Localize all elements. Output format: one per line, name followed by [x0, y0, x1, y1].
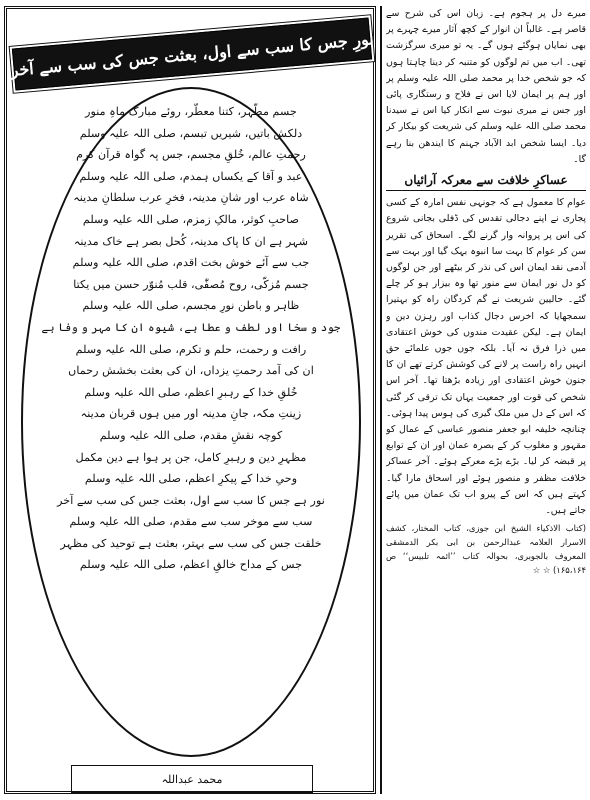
reference-citation: (کتاب الاذکیاء الشیخ ابن جوزی، کتاب المختار، کشف الاسرار العلامہ عبدالرحمن بن ابی بکر الدمشقی المعروف بالجوبری، بحوالہ کتاب ’’ائمہ تلبیس‘‘ ص ۱۶۵،۱۶۴) ☆ ☆ [386, 523, 586, 576]
poem-line: ان کی آمد رحمتِ یزداں، ان کی بعثت بخشش رحماں [68, 364, 314, 378]
poem-line: جب سے آئے خوش بخت اقدم، صلی اللہ علیہ وسلم [72, 256, 310, 270]
poem-line: دلکش باتیں، شیریں تبسم، صلی اللہ علیہ وسلم [79, 126, 303, 140]
column-divider [380, 6, 382, 794]
poem-line: خُلقِ خدا کے رہبرِ اعظم، صلی اللہ علیہ وسلم [84, 385, 298, 399]
poem-line: جس کے مداح خالقِ اعظم، صلی اللہ علیہ وسلم [79, 558, 303, 572]
poem-line: زینتِ مکہ، جانِ مدینہ اور میں ہوں قربان مدینہ [80, 407, 302, 421]
poem-line: صاحبِ کوثر، مالکِ زمزم، صلی اللہ علیہ وسلم [82, 212, 300, 226]
poem-line: جسم مُزکّی، روح مُصفّٰی، قلب مُنوّر حسن میں یکتا [73, 277, 309, 291]
poet-credit [71, 765, 313, 793]
poem-line: شاہ عرب اور شانِ مدینہ، فخرِ عرب سلطانِ مدینہ [73, 191, 309, 205]
body-paragraph: عوام کا معمول ہے کہ جونہی نفس امارہ کے کسی پجاری نے اپنے دجالی تقدس کی ڈفلی بجانی شروع کی اس پر پروانہ وار گرنے لگے۔ اسحاق کی تقریر سن کر عوام کا بہت سا انبوہ بہک گیا اور بہت سے آدمی نقد ایمان اس کی نذر کر بیٹھے اور جن لوگوں کو دل نور ایمان سے منور تھا وہ بیزار ہو کر چلے گئے۔ حالیین شریعت نے گم کردگان راہ کو بہتیرا سمجھایا کہ اخرس دجال کذاب اور رہزن دین و ایمان ہے۔ لیکن عقیدت مندوں کی خوش اعتقادی میں ذرا فرق نہ آیا۔ بلکہ جوں جوں علمائے حق انہیں راہ راست پر لانے کی کوشش کرتے تھے ان کا جنون خوش اعتقادی اور زیادہ بڑھتا تھا۔ آخر اس شخص کی قوت اور جمعیت یہاں تک ترقی کر گئی کہ اس کے دل میں ملک گیری کی ہوس پیدا ہوئی۔ چنانچہ خلیفہ ابو جعفر منصور عباسی کے عمال کو مقہور و مغلوب کر کے بصرہ عمان اور ان کے توابع پر قبضہ کر لیا۔ بڑے بڑے معرکے ہوئے۔ آخر عساکر خلافت مظفر و منصور ہوئے اور اسحاق مارا گیا۔ کہتے ہیں کہ اس کے پیرو اب تک عمان میں پائے جاتے ہیں۔ [386, 197, 586, 517]
poem-line: جود و سخا اور لطف و عطا ہے، شیوہ ان کا مہر و وفا ہے [41, 320, 341, 334]
poem-title-banner [9, 17, 375, 90]
poem-line: کوچہ نقشِ مقدم، صلی اللہ علیہ وسلم [99, 428, 283, 442]
poem-line: ظاہر و باطن نورِ مجسم، صلی اللہ علیہ وسلم [82, 299, 300, 313]
section-heading: عساکرِ خلافت سے معرکہ آرائیاں [386, 172, 586, 191]
poem-text [41, 101, 341, 576]
poem-line: رحمتِ عالم، خُلقِ مجسم، جس پہ گواہ قرآن کرم [76, 148, 306, 162]
prose-column [386, 6, 586, 796]
intro-paragraph: میرے دل پر ہجوم ہے۔ زبان اس کی شرح سے قاصر ہے۔ غالباً ان انوار کے کچھ آثار میرے چہرے پر بھی نمایاں ہوگئے ہوں گے۔ یہ تو میری سرگزشت تھی۔ اب میں تم لوگوں کو متنبہ کر دینا چاہتا ہوں کہ جو شخص خدا پر محمد صلی اللہ علیہ وسلم پر اور ہم پر ایمان لایا اس نے فلاح و رستگاری پائی اور جس نے میری نبوت سے انکار کیا اس نے سیدنا محمد صلی اللہ علیہ وسلم کی شریعت کو بیکار کر دیا۔ ایسا شخص ابد الآباد جہنم کا ایندھن بنا رہے گا۔ [386, 8, 586, 165]
poem-panel [4, 6, 376, 794]
poem-line: وحیِ خدا کے پیکرِ اعظم، صلی اللہ علیہ وسلم [84, 472, 298, 486]
poem-line: سب سے موخر سب سے مقدم، صلی اللہ علیہ وسلم [69, 515, 313, 529]
poem-line: عبد و آقا کے یکساں ہمدم، صلی اللہ علیہ وسلم [79, 169, 303, 183]
poem-line: نور ہے جس کا سب سے اول، بعثت جس کی سب سے آخر [57, 493, 325, 507]
poem-line: رافت و رحمت، حلم و تکرم، صلی اللہ علیہ وسلم [75, 342, 307, 356]
poet-credit-text: محمد عبداللہ [161, 772, 223, 786]
poem-line: شہر ہے ان کا پاک مدینہ، کُحل بصر ہے خاک مدینہ [73, 234, 309, 248]
poem-line: جسم مطّہر، کتنا معطّر، روئے مبارک ماہِ منور [85, 105, 297, 118]
poem-line: مظہرِ دین و رہبرِ کامل، جن پر ہوا ہے دین مکمل [75, 450, 307, 464]
poem-title: نورِ جس کا سب سے اول، بعثت جس کی سب سے آخر [9, 28, 375, 80]
poem-line: خلقت جس کی سب سے بہتر، بعثت ہے توحید کی مظہر [60, 536, 322, 550]
